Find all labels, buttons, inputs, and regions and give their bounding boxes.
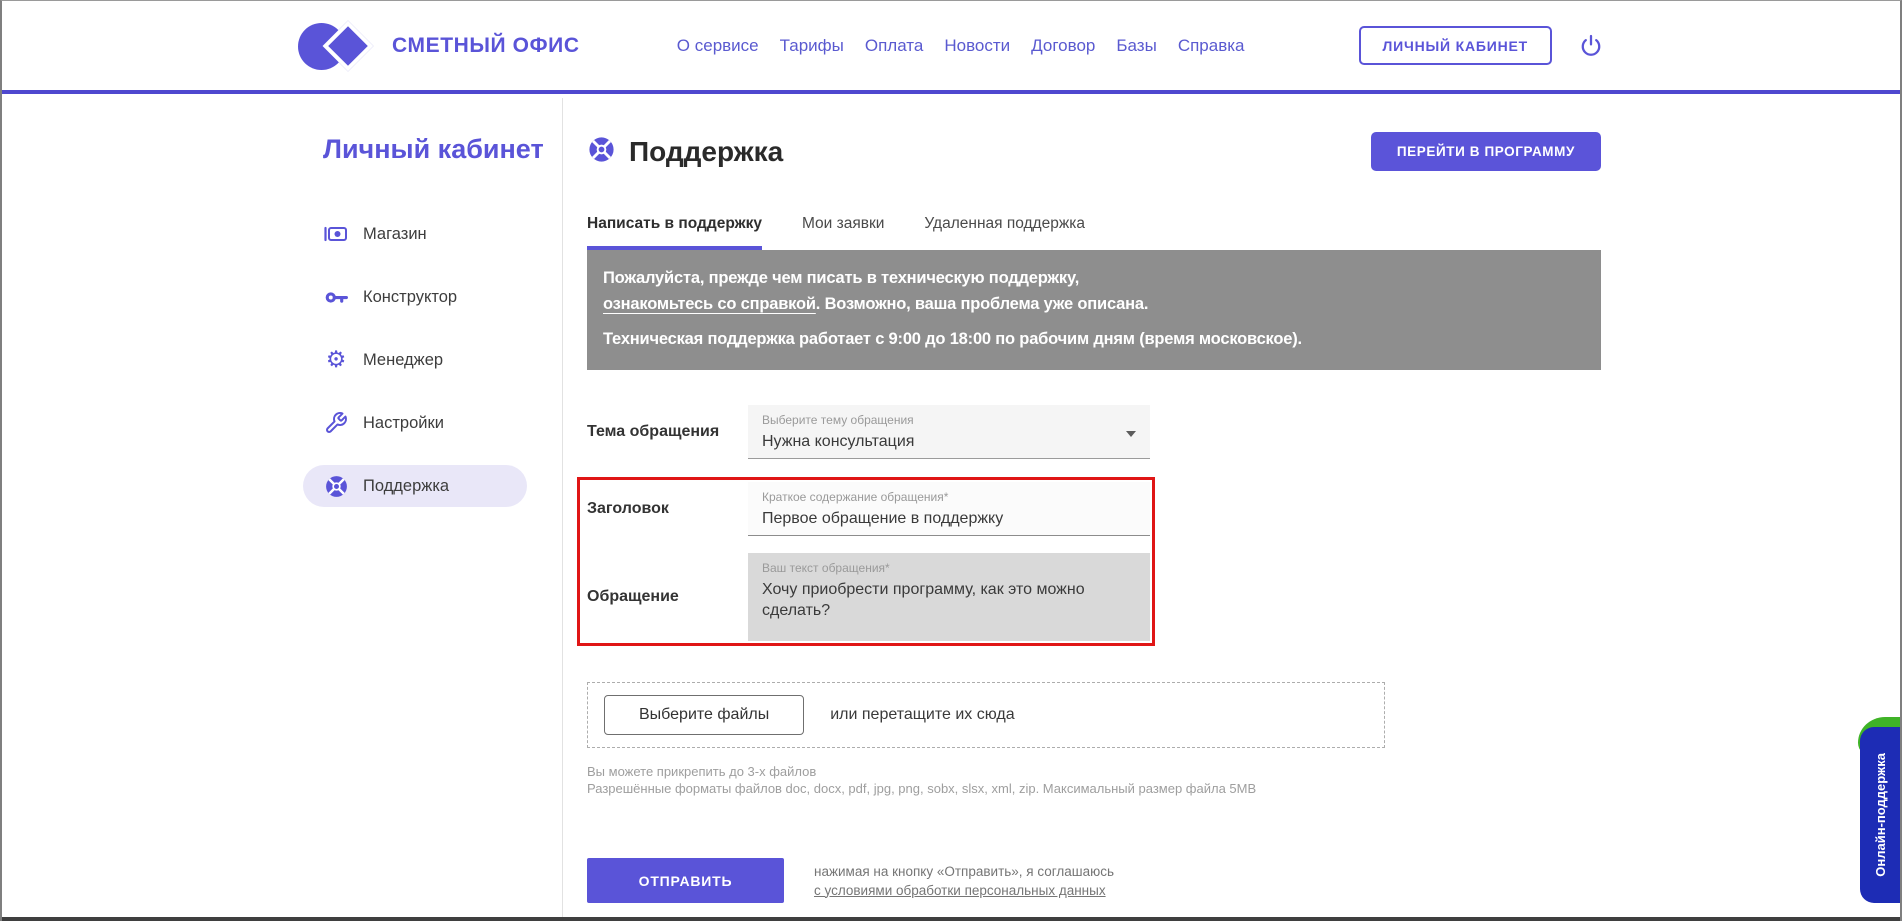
chevron-down-icon (1126, 431, 1136, 437)
lifebuoy-icon (587, 135, 616, 169)
brand-logo[interactable] (298, 21, 580, 71)
nav-link-contract[interactable]: Договор (1031, 35, 1096, 55)
top-header (2, 1, 1900, 94)
message-textarea-placeholder: Ваш текст обращения* (762, 561, 890, 575)
topic-select[interactable] (748, 405, 1150, 459)
personal-account-button[interactable]: ЛИЧНЫЙ КАБИНЕТ (1359, 26, 1552, 65)
sidebar (298, 98, 563, 917)
topic-select-placeholder: Выберите тему обращения (762, 413, 914, 427)
personal-data-terms-link[interactable]: с условиями обработки персональных данных (814, 882, 1106, 898)
sidebar-item-settings[interactable] (303, 402, 527, 444)
file-dropzone[interactable] (587, 682, 1385, 748)
support-notice (587, 250, 1601, 370)
message-textarea-value: Хочу приобрести программу, как это можно сделать? (762, 581, 1085, 619)
gear-icon: ⚙ (325, 346, 347, 373)
main-nav (677, 36, 1245, 56)
send-button[interactable]: ОТПРАВИТЬ (587, 858, 784, 903)
drag-hint-text: или перетащите их сюда (830, 706, 1015, 723)
upload-note-formats: Разрешённые форматы файлов doc, docx, pdf, jpg, png, sobx, slsx, xml, zip. Максимальный размер файла 5MB (587, 781, 1257, 796)
subject-input-value: Первое обращение в поддержку (762, 510, 1004, 527)
notice-line-3: Техническая поддержка работает с 9:00 до 18:00 по рабочим дням (время московское). (603, 330, 1302, 348)
tab-my-tickets[interactable]: Мои заявки (801, 215, 885, 232)
upload-note-count: Вы можете прикрепить до 3-х файлов (587, 764, 817, 779)
notice-line-2: ознакомьтесь со справкой. Возможно, ваша проблема уже описана. (603, 295, 1149, 313)
wrench-icon (323, 410, 349, 436)
subject-input-placeholder: Краткое содержание обращения* (762, 490, 949, 504)
sidebar-item-support[interactable] (303, 465, 527, 507)
sidebar-item-shop[interactable] (303, 213, 527, 255)
power-icon[interactable] (1578, 33, 1604, 59)
topic-select-value: Нужна консультация (762, 433, 915, 450)
support-form (587, 405, 1601, 641)
notice-line-1: Пожалуйста, прежде чем писать в техническую поддержку, (603, 269, 1080, 287)
choose-files-button[interactable]: Выберите файлы (604, 695, 804, 735)
subject-label: Заголовок (587, 500, 669, 517)
tab-write-to-support[interactable]: Написать в поддержку (587, 215, 762, 250)
nav-link-tariffs[interactable]: Тарифы (779, 35, 844, 55)
online-support-tab-label: Онлайн-поддержка (1872, 753, 1888, 877)
upload-notes (587, 763, 1601, 797)
shop-icon (323, 221, 349, 247)
help-reference-link[interactable]: ознакомьтесь со справкой (603, 295, 816, 313)
message-label: Обращение (587, 588, 679, 605)
topic-label: Тема обращения (587, 423, 720, 440)
main-panel (563, 98, 1604, 917)
consent-text: нажимая на кнопку «Отправить», я соглашаюсь с условиями обработки персональных данных (814, 863, 1115, 898)
subject-input[interactable] (748, 482, 1150, 536)
window-bottom-edge (2, 917, 1900, 921)
sidebar-item-label: Конструктор (363, 287, 458, 306)
brand-name: СМЕТНЫЙ ОФИС (392, 33, 580, 57)
sidebar-item-constructor[interactable] (303, 276, 527, 318)
key-icon (323, 284, 349, 310)
tab-remote-support[interactable]: Удаленная поддержка (924, 215, 1085, 232)
nav-link-payment[interactable]: Оплата (864, 35, 924, 55)
nav-link-bases[interactable]: Базы (1116, 35, 1157, 55)
sidebar-item-label: Менеджер (363, 350, 444, 369)
sidebar-item-label: Поддержка (363, 476, 450, 495)
nav-link-news[interactable]: Новости (944, 35, 1011, 55)
lifebuoy-icon (323, 473, 349, 499)
page-title (587, 135, 783, 169)
nav-link-help[interactable]: Справка (1177, 35, 1245, 55)
sidebar-item-label: Настройки (363, 413, 444, 432)
page-title-text: Поддержка (629, 135, 784, 167)
support-tabs (587, 215, 1601, 250)
message-textarea[interactable] (748, 553, 1150, 641)
sidebar-item-label: Магазин (363, 224, 427, 243)
sidebar-item-manager[interactable] (303, 339, 527, 381)
sidebar-title: Личный кабинет (323, 134, 544, 164)
go-to-program-button[interactable]: ПЕРЕЙТИ В ПРОГРАММУ (1371, 132, 1601, 171)
nav-link-about[interactable]: О сервисе (676, 35, 759, 55)
online-support-widget (1856, 717, 1900, 907)
brand-logo-icon (298, 21, 384, 71)
online-support-tab[interactable] (1860, 727, 1900, 903)
